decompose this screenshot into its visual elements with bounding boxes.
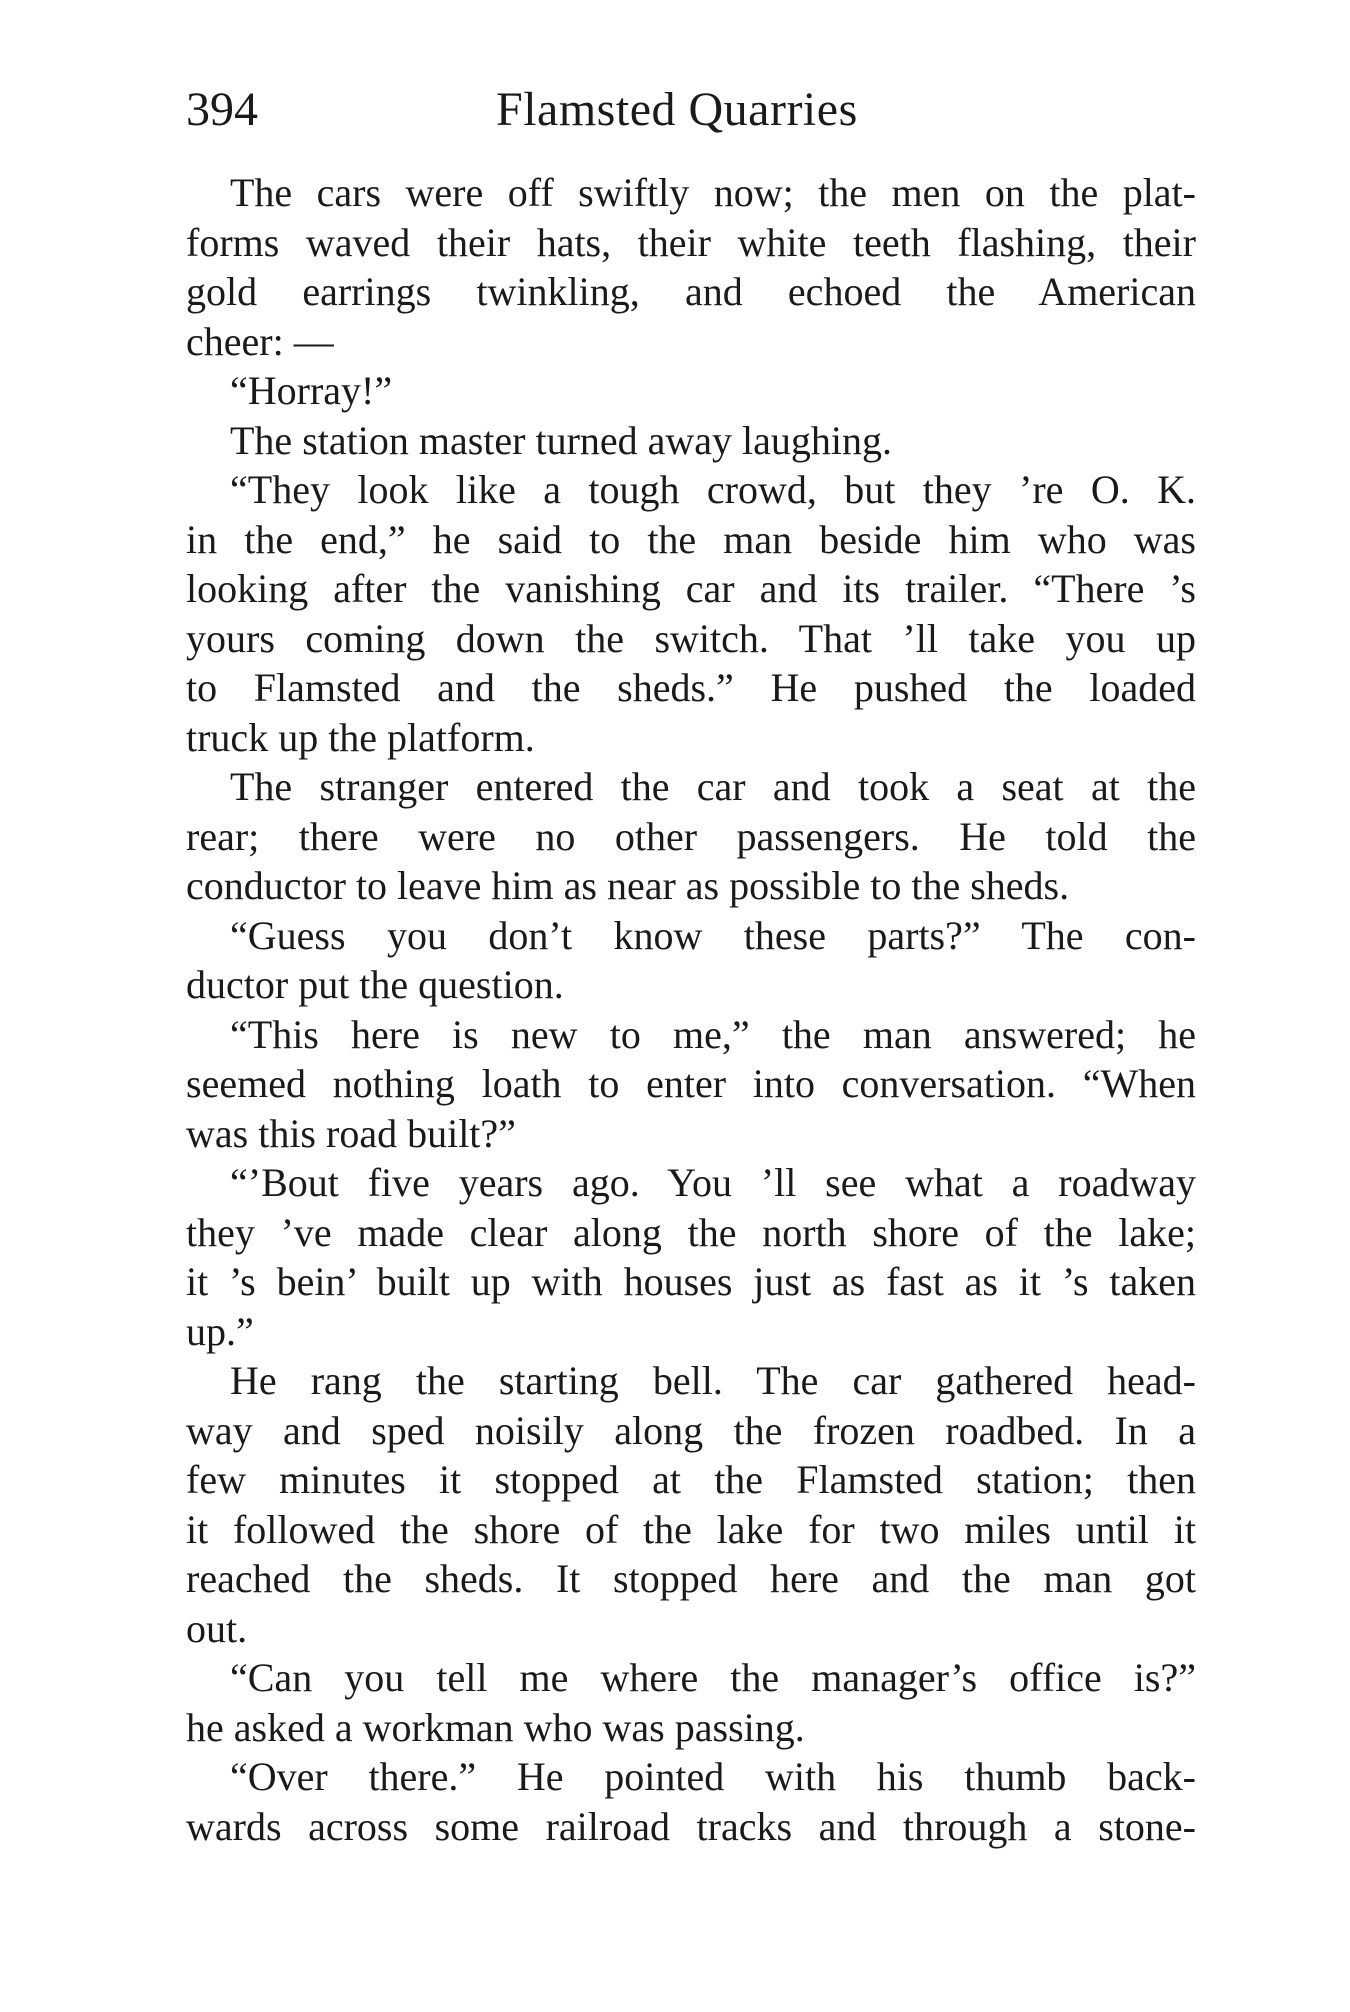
page-header bbox=[186, 80, 1196, 140]
text-line: looking after the vanishing car and its trailer. “There ’s bbox=[186, 566, 1196, 611]
text-line: yours coming down the switch. That ’ll take you up bbox=[186, 615, 1196, 661]
text-line: rear; there were no other passengers. He told the bbox=[186, 813, 1196, 859]
text-line: gold earrings twinkling, and echoed the American bbox=[186, 269, 1196, 314]
text-line: few minutes it stopped at the Flamsted station; then bbox=[186, 1457, 1196, 1502]
text-line: conductor to leave him as near as possible to the sheds. bbox=[186, 863, 1070, 908]
text-line: The cars were off swiftly now; the men on the plat- bbox=[230, 170, 1196, 215]
text-line: The station master turned away laughing. bbox=[230, 417, 893, 463]
text-line: reached the sheds. It stopped here and the man got bbox=[186, 1556, 1196, 1601]
page-number: 394 bbox=[186, 83, 258, 136]
text-line: He rang the starting bell. The car gathered head- bbox=[230, 1358, 1196, 1403]
text-line: cheer: — bbox=[186, 318, 334, 364]
text-line: wards across some railroad tracks and through a stone- bbox=[186, 1803, 1196, 1849]
text-line: “They look like a tough crowd, but they ’re O. K. bbox=[230, 467, 1196, 512]
text-line: it followed the shore of the lake for two miles until it bbox=[186, 1506, 1196, 1552]
text-line: ductor put the question. bbox=[186, 962, 564, 1007]
text-line: “Horray!” bbox=[230, 368, 393, 413]
text-line: it ’s bein’ built up with houses just as fast as it ’s taken bbox=[186, 1259, 1196, 1304]
text-line: “Can you tell me where the manager’s office is?” bbox=[230, 1655, 1196, 1700]
text-line: seemed nothing loath to enter into conversation. “When bbox=[186, 1061, 1196, 1106]
text-line: out. bbox=[186, 1605, 248, 1651]
text-line: “Over there.” He pointed with his thumb back- bbox=[230, 1754, 1196, 1799]
text-line: “Guess you don’t know these parts?” The con- bbox=[230, 912, 1196, 958]
text-line: he asked a workman who was passing. bbox=[186, 1704, 805, 1750]
text-line: up.” bbox=[186, 1308, 254, 1354]
text-line: in the end,” he said to the man beside him who was bbox=[186, 516, 1196, 562]
body-text bbox=[186, 168, 1196, 1851]
running-title: Flamsted Quarries bbox=[496, 83, 858, 136]
text-line: way and sped noisily along the frozen roadbed. In a bbox=[186, 1407, 1196, 1453]
text-line: forms waved their hats, their white teeth flashing, their bbox=[186, 219, 1196, 265]
text-line: “’Bout five years ago. You ’ll see what a roadway bbox=[230, 1160, 1196, 1205]
text-line: “This here is new to me,” the man answered; he bbox=[230, 1011, 1196, 1057]
text-line: to Flamsted and the sheds.” He pushed the loaded bbox=[186, 665, 1196, 710]
text-line: The stranger entered the car and took a seat at the bbox=[230, 764, 1196, 809]
text-line: they ’ve made clear along the north shore of the lake; bbox=[186, 1209, 1196, 1255]
text-line: was this road built?” bbox=[186, 1110, 516, 1156]
text-line: truck up the platform. bbox=[186, 714, 535, 760]
